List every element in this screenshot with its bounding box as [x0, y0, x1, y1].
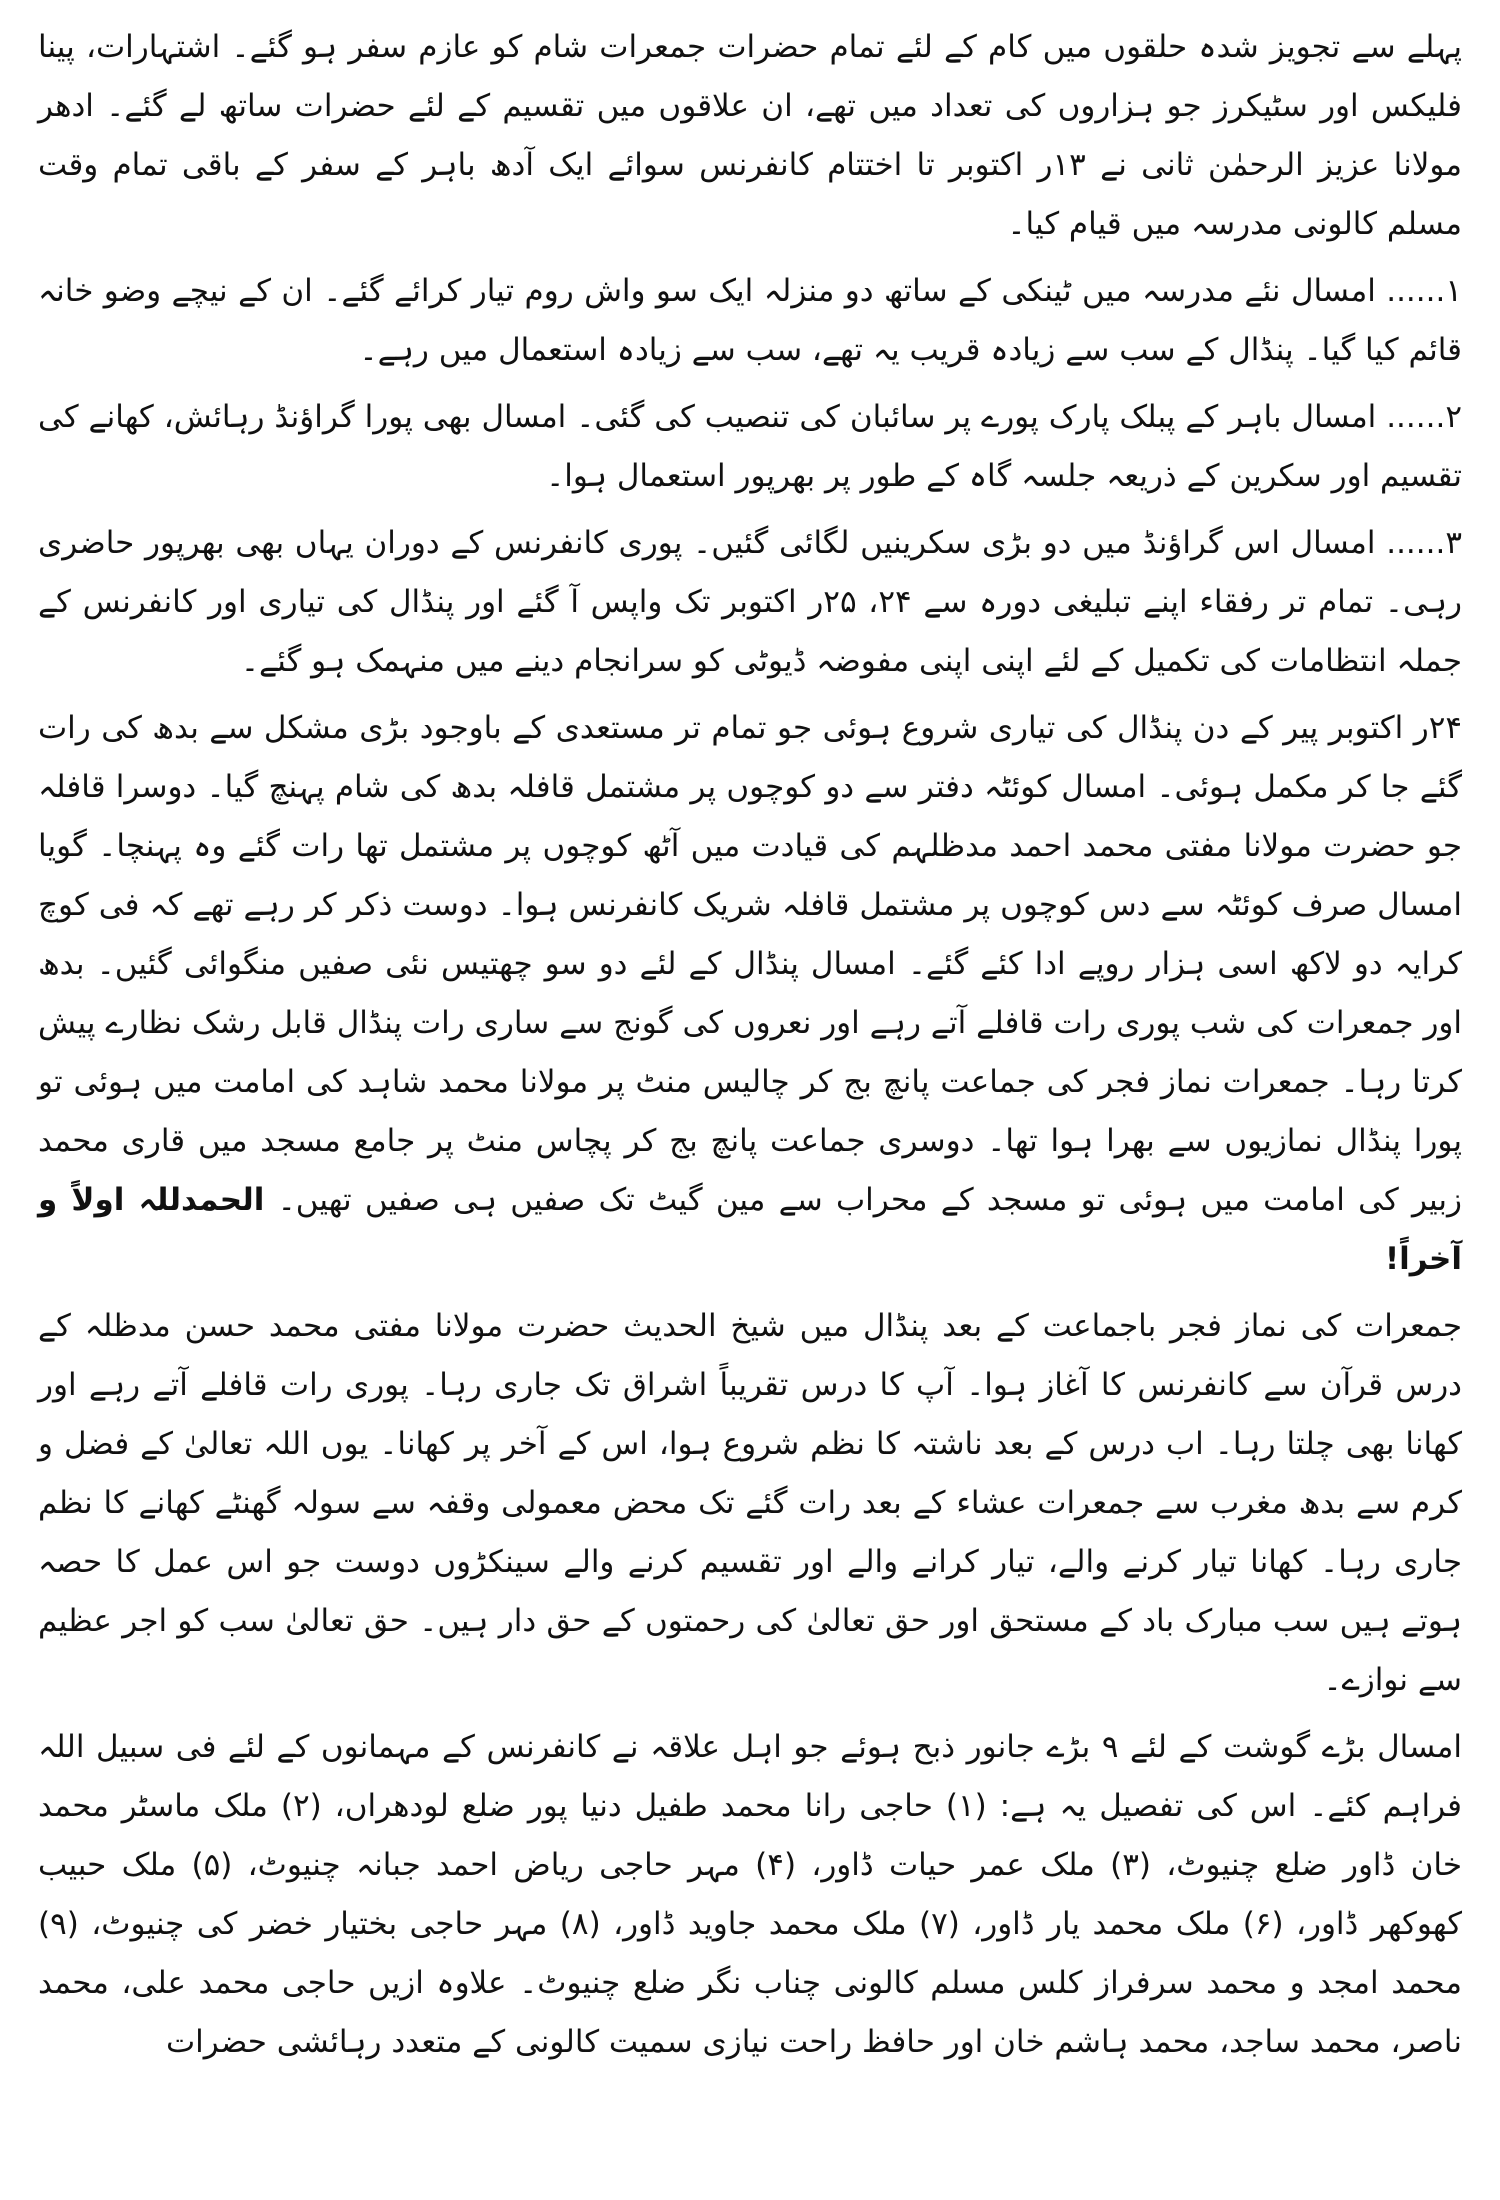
paragraph-intro: پہلے سے تجویز شدہ حلقوں میں کام کے لئے تمام حضرات جمعرات شام کو عازم سفر ہو گئے۔ اشتہارات، پینا فلیکس اور سٹیکرز جو ہزاروں کی تعداد میں تھے، ان علاقوں میں تقسیم کے لئے حضرات ساتھ لے گئے۔ ادھر مولانا عزیز الرحمٰن ثانی نے ۱۳ر اکتوبر تا اختتام کانفرنس سوائے ایک آدھ باہر کے سفر کے باقی تمام وقت مسلم کالونی مدرسہ میں قیام کیا۔: [38, 29, 1463, 242]
paragraph-item-2: ۲...... امسال باہر کے پبلک پارک پورے پر سائبان کی تنصیب کی گئی۔ امسال بھی پورا گراؤنڈ رہائش، کھانے کی تقسیم اور سکرین کے ذریعہ جلسہ گاہ کے طور پر بھرپور استعمال ہوا۔: [38, 399, 1462, 494]
paragraph-item-1: ۱...... امسال نئے مدرسہ میں ٹینکی کے ساتھ دو منزلہ ایک سو واش روم تیار کرائے گئے۔ ان کے نیچے وضو خانہ قائم کیا گیا۔ پنڈال کے سب سے زیادہ قریب یہ تھے، سب سے زیادہ استعمال میں رہے۔: [38, 273, 1462, 368]
paragraph-conference-start: جمعرات کی نماز فجر باجماعت کے بعد پنڈال میں شیخ الحدیث حضرت مولانا مفتی محمد حسن مدظلہ کے درس قرآن سے کانفرنس کا آغاز ہوا۔ آپ کا درس تقریباً اشراق تک جاری رہا۔ پوری رات قافلے آتے رہے اور کھانا بھی چلتا رہا۔ اب درس کے بعد ناشتہ کا نظم شروع ہوا، اس کے آخر پر کھانا۔ یوں اللہ تعالیٰ کے فضل و کرم سے بدھ مغرب سے جمعرات عشاء کے بعد رات گئے تک محض معمولی وقفہ سے سولہ گھنٹے کھانے کا نظم جاری رہا۔ کھانا تیار کرنے والے، تیار کرانے والے اور تقسیم کرنے والے سینکڑوں دوست جو اس عمل کا حصہ ہوتے ہیں سب مبارک باد کے مستحق اور حق تعالیٰ کی رحمتوں کے حق دار ہیں۔ حق تعالیٰ سب کو اجر عظیم سے نوازے۔: [38, 1308, 1462, 1698]
paragraph-pandal-preparation-text: ۲۴ر اکتوبر پیر کے دن پنڈال کی تیاری شروع ہوئی جو تمام تر مستعدی کے باوجود بڑی مشکل سے بدھ کی رات گئے جا کر مکمل ہوئی۔ امسال کوئٹہ دفتر سے دو کوچوں پر مشتمل قافلہ بدھ کی شام پہنچ گیا۔ دوسرا قافلہ جو حضرت مولانا مفتی محمد احمد مدظلہم کی قیادت میں آٹھ کوچوں پر مشتمل تھا رات گئے وہ پہنچا۔ گویا امسال صرف کوئٹہ سے دس کوچوں پر مشتمل قافلہ شریک کانفرنس ہوا۔ دوست ذکر کر رہے تھے کہ فی کوچ کرایہ دو لاکھ اسی ہزار روپے ادا کئے گئے۔ امسال پنڈال کے لئے دو سو چھتیس نئی صفیں منگوائی گئیں۔ بدھ اور جمعرات کی شب پوری رات قافلے آتے رہے اور نعروں کی گونج سے ساری رات پنڈال قابل رشک نظارے پیش کرتا رہا۔ جمعرات نماز فجر کی جماعت پانچ بج کر چالیس منٹ پر مولانا محمد شاہد کی امامت میں ہوئی تو پورا پنڈال نمازیوں سے بھرا ہوا تھا۔ دوسری جماعت پانچ بج کر پچاس منٹ پر جامع مسجد میں قاری محمد زبیر کی امامت میں ہوئی تو مسجد کے محراب سے مین گیٹ تک صفیں ہی صفیں تھیں۔: [38, 710, 1462, 1218]
urdu-article-page: [38, 18, 1462, 2188]
paragraph-item-3: ۳...... امسال اس گراؤنڈ میں دو بڑی سکرینیں لگائی گئیں۔ پوری کانفرنس کے دوران یہاں بھی بھرپور حاضری رہی۔ تمام تر رفقاء اپنے تبلیغی دورہ سے ۲۴، ۲۵ر اکتوبر تک واپس آ گئے اور پنڈال کی تیاری اور کانفرنس کے جملہ انتظامات کی تکمیل کے لئے اپنی اپنی مفوضہ ڈیوٹی کو سرانجام دینے میں منہمک ہو گئے۔: [38, 525, 1462, 679]
paragraph-donors-list: امسال بڑے گوشت کے لئے ۹ بڑے جانور ذبح ہوئے جو اہل علاقہ نے کانفرنس کے مہمانوں کے لئے فی سبیل اللہ فراہم کئے۔ اس کی تفصیل یہ ہے: (۱) حاجی رانا محمد طفیل دنیا پور ضلع لودھراں، (۲) ملک ماسٹر محمد خان ڈاور ضلع چنیوٹ، (۳) ملک عمر حیات ڈاور، (۴) مہر حاجی ریاض احمد جبانہ چنیوٹ، (۵) ملک حبیب کھوکھر ڈاور، (۶) ملک محمد یار ڈاور، (۷) ملک محمد جاوید ڈاور، (۸) مہر حاجی بختیار خضر کی چنیوٹ، (۹) محمد امجد و محمد سرفراز کلس مسلم کالونی چناب نگر ضلع چنیوٹ۔ علاوہ ازیں حاجی محمد علی، محمد ناصر، محمد ساجد، محمد ہاشم خان اور حافظ راحت نیازی سمیت کالونی کے متعدد رہائشی حضرات: [38, 1729, 1463, 2060]
paragraph-pandal-preparation: [38, 699, 1462, 1289]
closing-prayer-text: الحمدللہ اولاً و آخراً!: [38, 1182, 1462, 1277]
